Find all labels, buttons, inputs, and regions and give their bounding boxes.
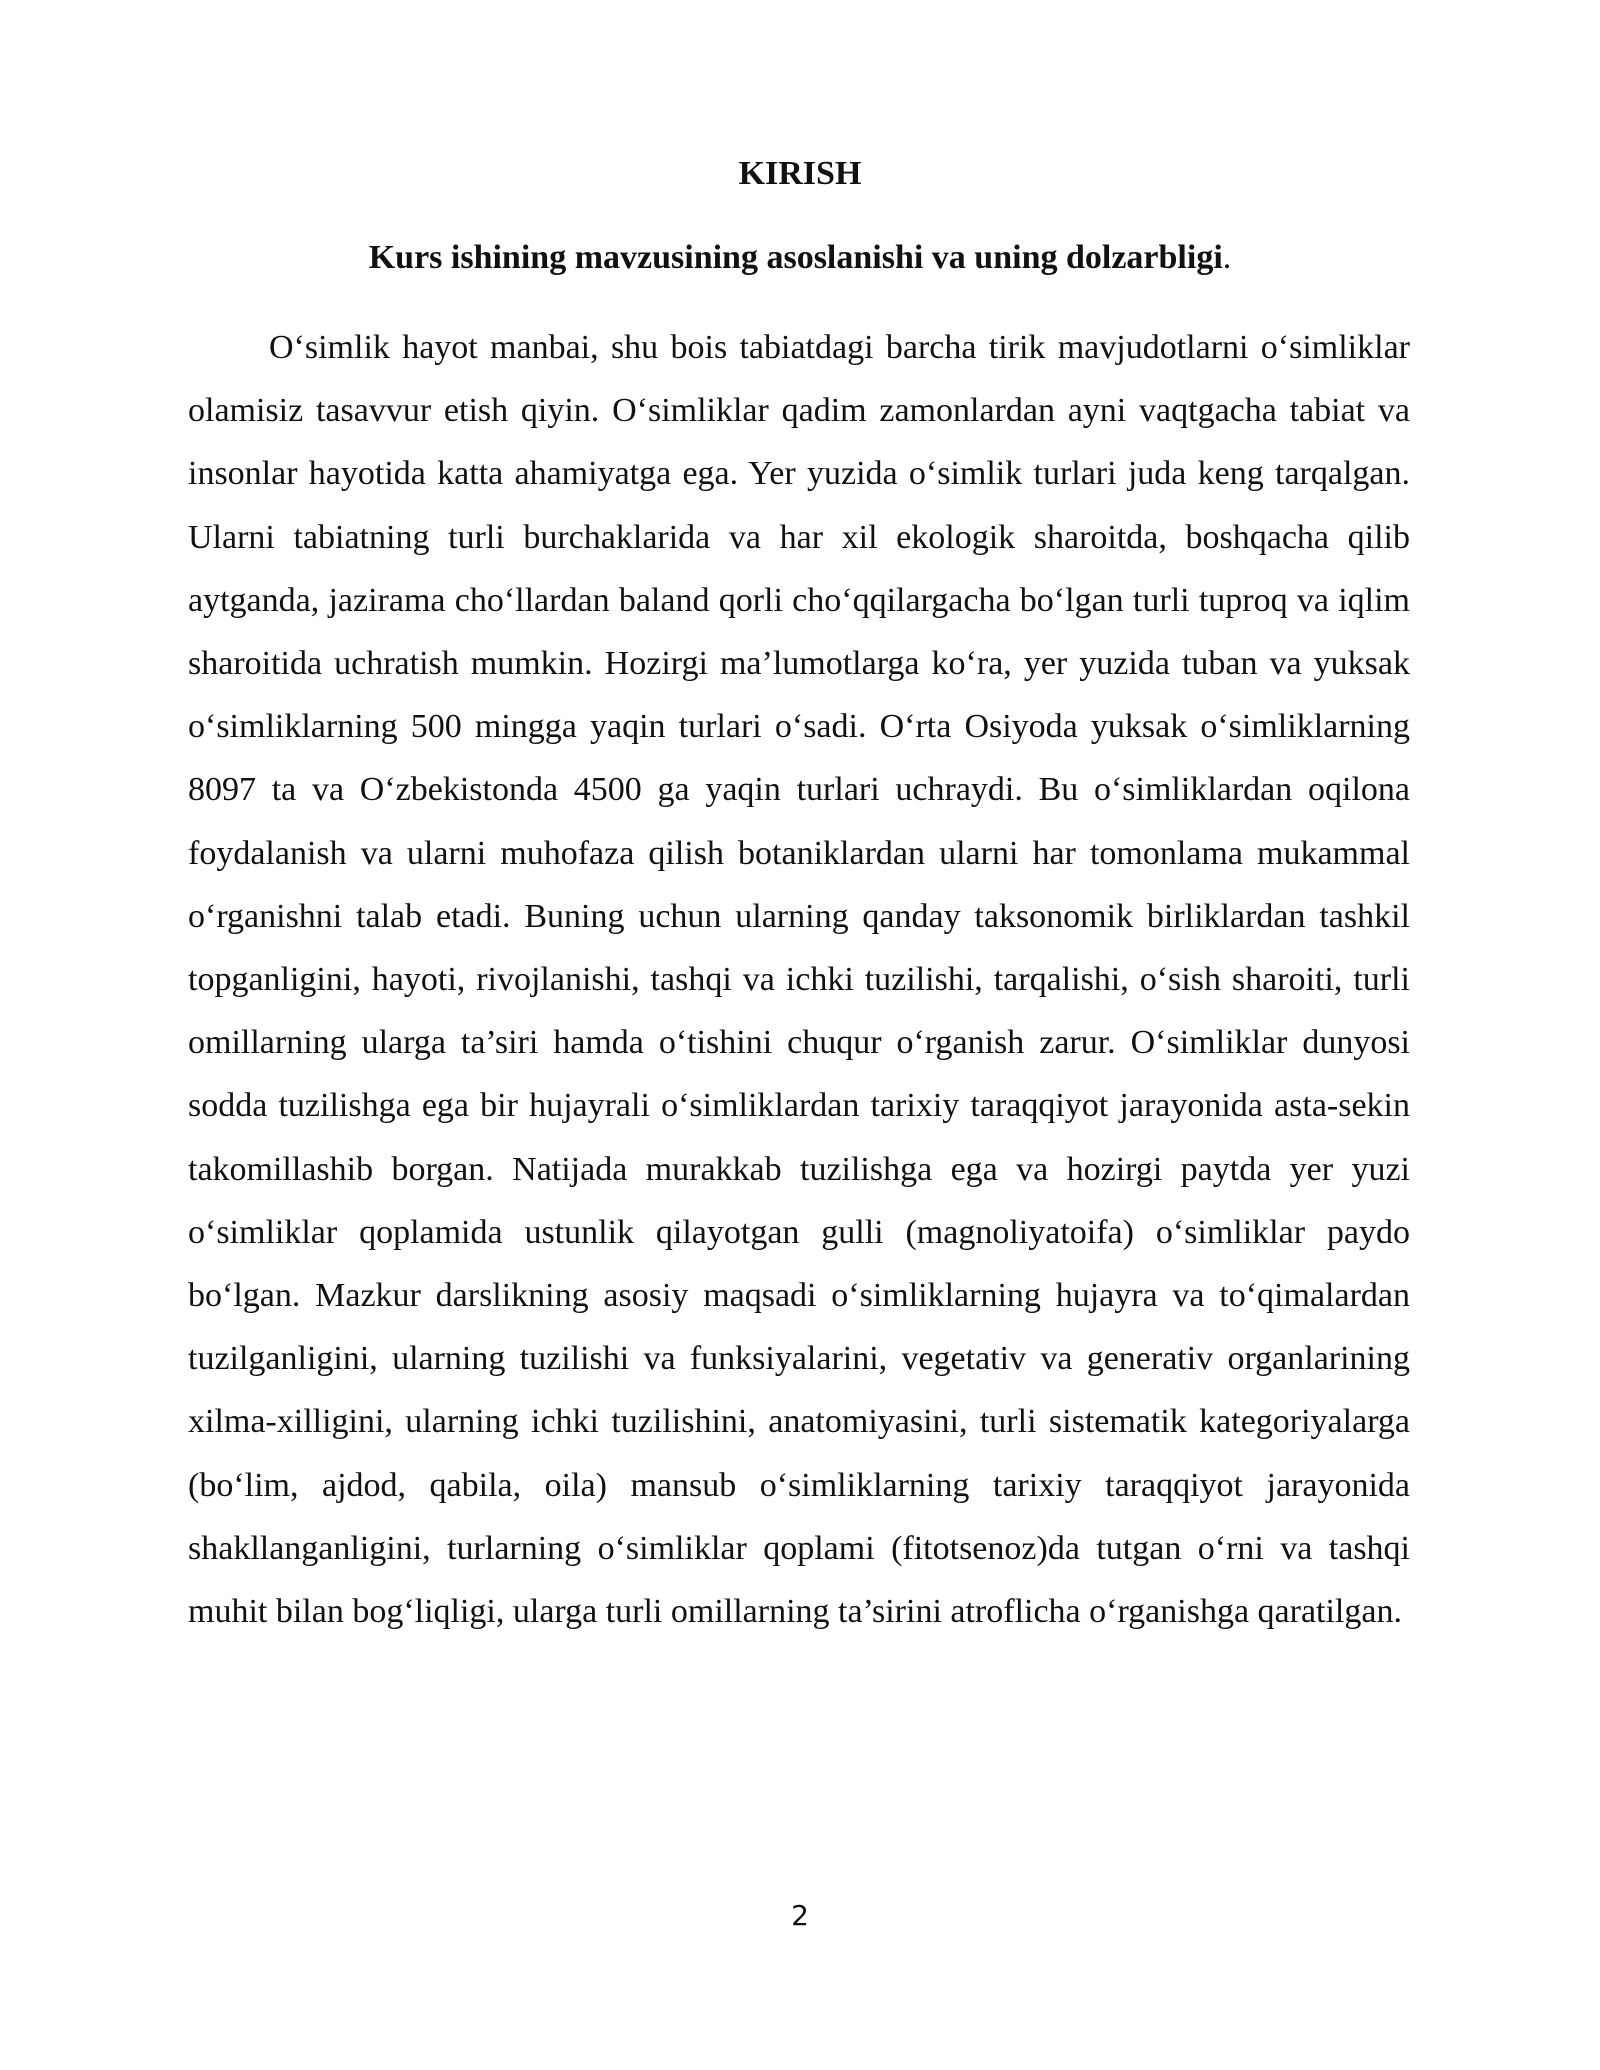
intro-paragraph: O‘simlik hayot manbai, shu bois tabiatdagi barcha tirik mavjudotlarni o‘simliklar olamisiz tasavvur etish qiyin. O‘simliklar qadim zamonlardan ayni vaqtgacha tabiat va insonlar hayotida katta ahamiyatga ega. Yer yuzida o‘simlik turlari juda keng tarqalgan. Ularni tabiatning turli burchaklarida va har xil ekologik sharoitda, boshqacha qilib aytganda, jazirama cho‘llardan baland qorli cho‘qqilargacha bo‘lgan turli tuproq va iqlim sharoitida uchratish mumkin. Hozirgi ma’lumotlarga ko‘ra, yer yuzida tuban va yuksak o‘simliklarning 500 mingga yaqin turlari o‘sadi. O‘rta Osiyoda yuksak o‘simliklarning 8097 ta va O‘zbekistonda 4500 ga yaqin turlari uchraydi. Bu o‘simliklardan oqilona foydalanish va ularni muhofaza qilish botaniklardan ularni har tomonlama mukammal o‘rganishni talab etadi. Buning uchun ularning qanday taksonomik birliklardan tashkil topganligini, hayoti, rivojlanishi, tashqi va ichki tuzilishi, tarqalishi, o‘sish sharoiti, turli omillarning ularga ta’siri hamda o‘tishini chuqur o‘rganish zarur. O‘simliklar dunyosi sodda tuzilishga ega bir hujayrali o‘simliklardan tarixiy taraqqiyot jarayonida asta-sekin takomillashib borgan. Natijada murakkab tuzilishga ega va hozirgi paytda yer yuzi o‘simliklar qoplamida ustunlik qilayotgan gulli (magnoliyatoifa) o‘simliklar paydo bo‘lgan. Mazkur darslikning asosiy maqsadi o‘simliklarning hujayra va to‘qimalardan tuzilganligini, ularning tuzilishi va funksiyalarini, vegetativ va generativ organlarining xilma-xilligini, ularning ichki tuzilishini, anatomiyasini, turli sistematik kategoriyalarga (bo‘lim, ajdod, qabila, oila) mansub o‘simliklarning tarixiy taraqqiyot jarayonida shakllanganligini, turlarning o‘simliklar qoplami (fitotsenoz)da tutgan o‘rni va tashqi muhit bilan bog‘liqligi, ularga turli omillarning ta’sirini atroflicha o‘rganishga qaratilgan.: [188, 329, 1410, 1631]
subtitle-period: .: [1222, 239, 1232, 276]
page-title: KIRISH: [738, 155, 862, 192]
page-number: 2: [791, 1899, 809, 1932]
section-subtitle: [0, 236, 1600, 280]
subtitle-text: Kurs ishining mavzusining asoslanishi va uning dolzarbligi: [368, 239, 1223, 276]
